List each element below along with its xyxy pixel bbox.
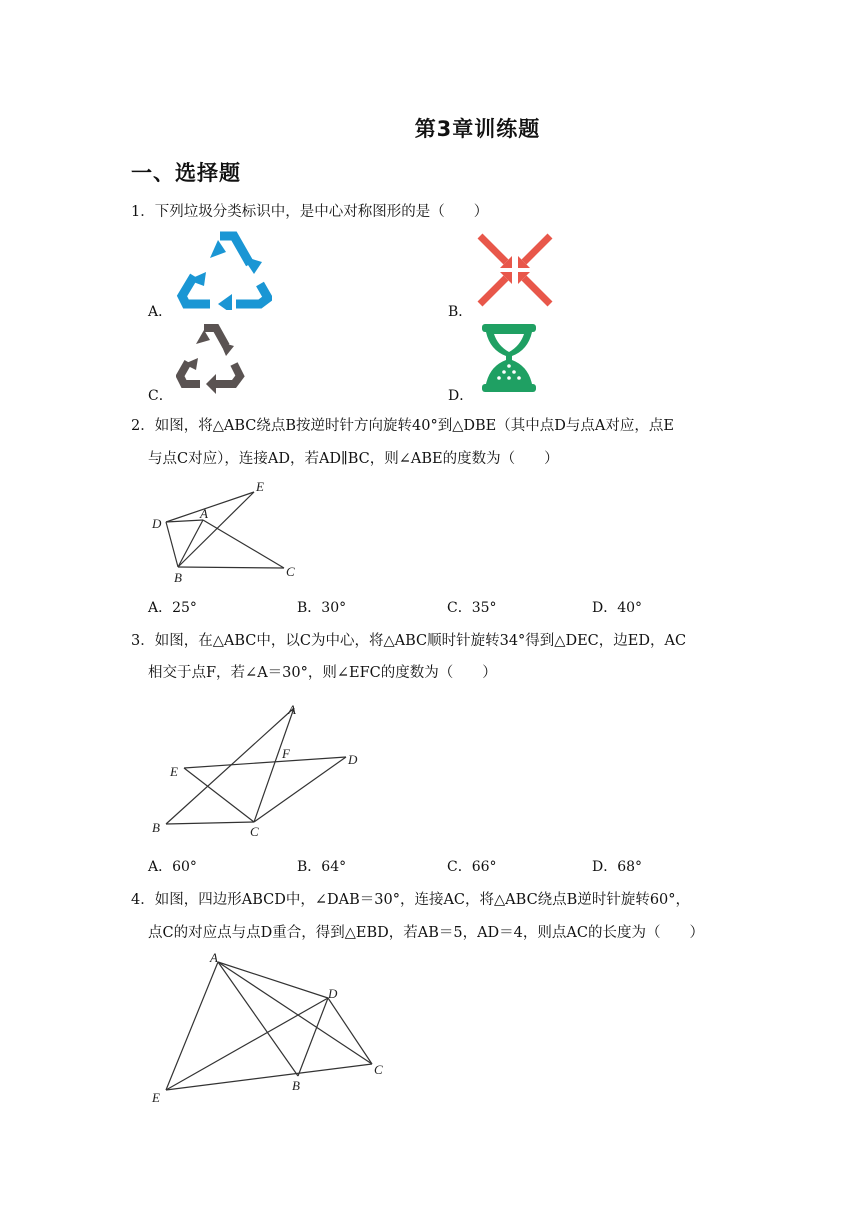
- point-label-a: A: [210, 950, 218, 965]
- option-a: A．60°: [148, 859, 197, 875]
- question-number: 3．: [131, 633, 155, 649]
- question-2-figure: [148, 476, 308, 588]
- question-text-line-1: 如图，四边形ABCD中，∠DAB＝30°，连接AC，将△ABC绕点B逆时针旋转60°，: [154, 892, 691, 908]
- page-title: 第3章训练题: [414, 117, 541, 141]
- point-label-c: C: [374, 1062, 383, 1077]
- point-label-e: E: [170, 764, 178, 779]
- section-heading: 一、选择题: [131, 161, 241, 185]
- point-label-f: F: [282, 746, 290, 761]
- option-d: D．40°: [592, 600, 643, 616]
- point-label-a: A: [288, 702, 296, 717]
- point-label-c: C: [286, 564, 295, 579]
- option-a: A．25°: [148, 600, 197, 616]
- option-c-label: C．: [148, 388, 173, 404]
- point-label-e: E: [152, 1090, 160, 1105]
- point-label-b: B: [292, 1078, 300, 1093]
- option-d-label: D．: [448, 388, 474, 404]
- question-text-line-1: 如图，将△ABC绕点B按逆时针方向旋转40°到△DBE（其中点D与点A对应，点E: [154, 418, 674, 434]
- point-label-d: D: [348, 752, 358, 767]
- cross-arrows-icon: [476, 232, 554, 308]
- question-number: 2．: [131, 418, 155, 434]
- point-label-b: B: [152, 820, 160, 835]
- option-a-label: A．: [148, 304, 173, 320]
- question-text: 下列垃圾分类标识中，是中心对称图形的是（ ）: [154, 204, 489, 220]
- question-number: 4．: [131, 892, 155, 908]
- question-3-line-2: 相交于点F，若∠A＝30°，则∠EFC的度数为（ ）: [148, 665, 497, 681]
- point-label-a: A: [200, 506, 208, 521]
- question-3-figure: [148, 698, 368, 840]
- question-text-line-1: 如图，在△ABC中，以C为中心，将△ABC顺时针旋转34°得到△DEC，边ED，AC: [154, 633, 687, 649]
- recycle-triangle-icon: [176, 226, 272, 310]
- question-4-figure: [148, 950, 398, 1108]
- point-label-c: C: [250, 824, 259, 839]
- point-label-e: E: [256, 479, 264, 494]
- question-3: [131, 630, 686, 652]
- recycle-triangle-dark-icon: [176, 322, 246, 394]
- option-c: C．66°: [447, 859, 497, 875]
- point-label-b: B: [174, 570, 182, 585]
- option-b: B．30°: [297, 600, 347, 616]
- point-label-d: D: [328, 986, 338, 1001]
- option-b-label: B．: [448, 304, 473, 320]
- question-2-line-2: 与点C对应），连接AD，若AD∥BC，则∠ABE的度数为（ ）: [148, 451, 559, 467]
- question-1: [131, 201, 488, 223]
- question-4-line-2: 点C的对应点与点D重合，得到△EBD，若AB＝5，AD＝4，则点AC的长度为（ ）: [148, 925, 704, 941]
- point-label-d: D: [152, 516, 162, 531]
- question-2: [131, 415, 674, 437]
- question-number: 1．: [131, 204, 155, 220]
- option-d: D．68°: [592, 859, 643, 875]
- hourglass-icon: [478, 320, 540, 396]
- question-4: [131, 889, 690, 911]
- option-b: B．64°: [297, 859, 347, 875]
- option-c: C．35°: [447, 600, 497, 616]
